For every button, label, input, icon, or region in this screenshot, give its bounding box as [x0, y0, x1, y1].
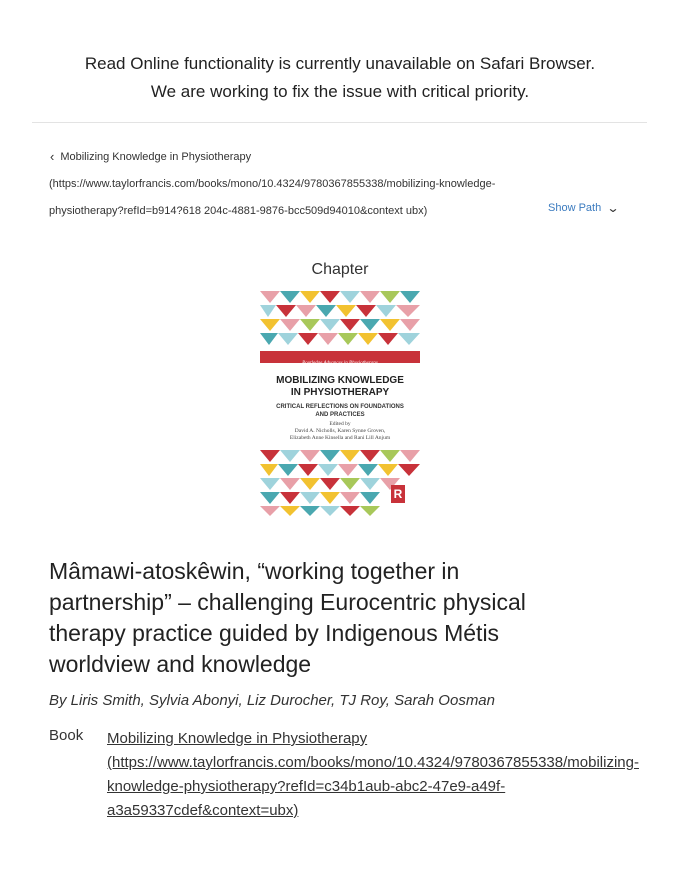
show-path-label: Show Path — [548, 202, 602, 214]
cover-edited-by: Edited by — [329, 421, 351, 427]
cover-editors-line-2: Elizabeth Anne Kinsella and Rani Lill Anjum — [289, 435, 391, 441]
cover-editors-line-1: David A. Nicholls, Karen Synne Groven, — [294, 428, 386, 434]
book-link[interactable] — [107, 727, 647, 823]
chapter-title — [49, 556, 649, 680]
cover-pattern-bottom — [260, 448, 420, 516]
divider — [32, 122, 647, 123]
cover-series-name: Routledge Advances in Physiotherapy — [302, 361, 378, 366]
back-to-book-link[interactable] — [50, 150, 251, 163]
cover-title — [260, 375, 420, 399]
cover-editors — [260, 421, 420, 442]
cover-title-line-1: MOBILIZING KNOWLEDGE — [276, 375, 404, 386]
show-path-toggle[interactable] — [548, 201, 618, 215]
chapter-title-line-2: partnership” – challenging Eurocentric physical — [49, 589, 526, 615]
book-link-line-1: Mobilizing Knowledge in Physiotherapy — [107, 730, 368, 747]
cover-subtitle-line-2: AND PRACTICES — [315, 412, 365, 418]
publisher-logo-icon: R — [391, 485, 405, 503]
back-link-url-line-1[interactable]: (https://www.taylorfrancis.com/books/mono/10.4324/9780367855338/mobilizing-knowledge- — [49, 178, 496, 190]
book-cover — [260, 291, 420, 516]
cover-title-line-2: IN PHYSIOTHERAPY — [290, 387, 390, 398]
book-link-line-4: a3a59337cdef&context=ubx) — [107, 802, 299, 819]
book-label: Book — [49, 727, 84, 744]
cover-subtitle-line-1: CRITICAL REFLECTIONS ON FOUNDATIONS — [276, 404, 404, 410]
notice-line-1: Read Online functionality is currently unavailable on Safari Browser. — [84, 54, 596, 73]
chapter-title-line-4: worldview and knowledge — [49, 651, 312, 677]
safari-notice — [0, 50, 680, 106]
back-link-url-line-2[interactable]: physiotherapy?refId=b914?618 204c-4881-9876-bcc509d94010&context ubx) — [49, 205, 428, 217]
chapter-authors: By Liris Smith, Sylvia Abonyi, Liz Durocher, TJ Roy, Sarah Oosman — [49, 692, 495, 709]
notice-line-2: We are working to fix the issue with critical priority. — [150, 82, 530, 101]
cover-subtitle — [260, 403, 420, 419]
content-type-label: Chapter — [311, 261, 369, 278]
book-link-line-3: knowledge-physiotherapy?refId=c34b1aub-abc2-47e9-a49f- — [107, 778, 506, 795]
chapter-title-line-3: therapy practice guided by Indigenous Métis — [49, 620, 500, 646]
back-link-label: Mobilizing Knowledge in Physiotherapy — [60, 150, 252, 163]
cover-pattern-top — [260, 291, 420, 363]
book-link-line-2: (https://www.taylorfrancis.com/books/mono/10.4324/9780367855338/mobilizing- — [107, 754, 639, 771]
chapter-title-line-1: Mâmawi-atoskêwin, “working together in — [49, 558, 460, 584]
chevron-down-icon: ⌄ — [606, 201, 620, 215]
chevron-left-icon: ‹ — [50, 149, 55, 164]
